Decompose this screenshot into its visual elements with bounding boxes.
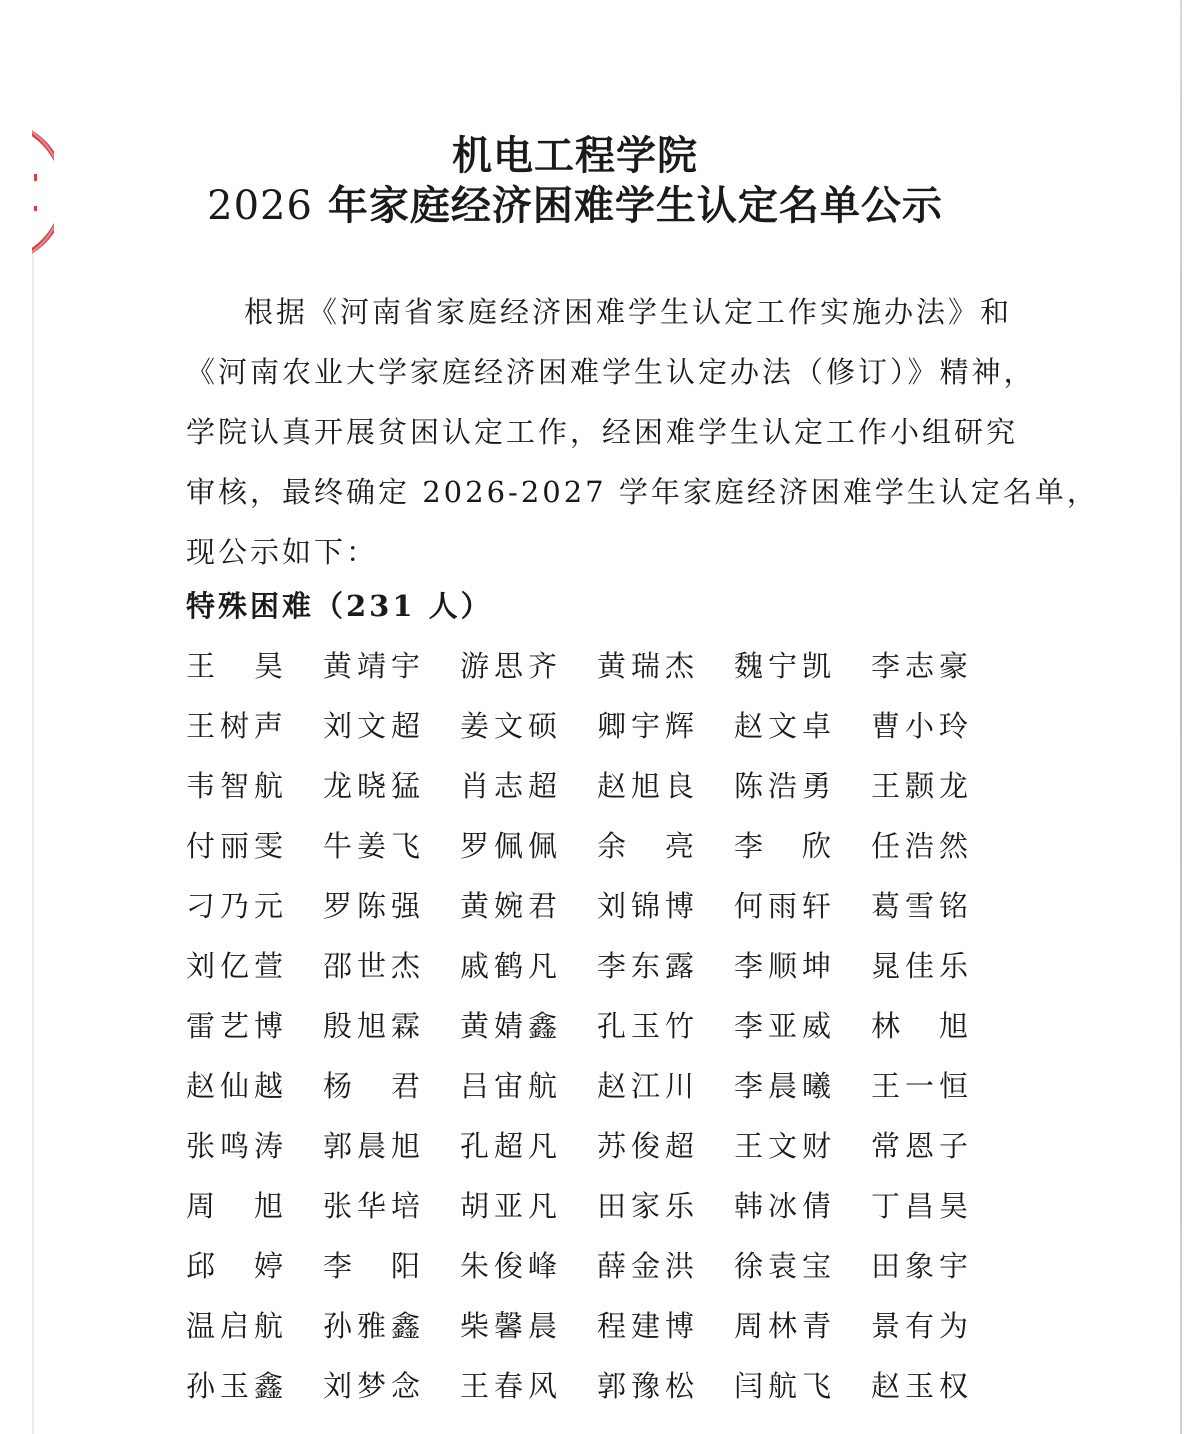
student-name: 孙玉鑫 [186,1369,289,1403]
student-name: 赵江川 [597,1069,700,1103]
student-name: 邱 婷 [186,1249,289,1283]
student-name: 丁昌昊 [871,1189,974,1223]
student-name: 韦智航 [186,769,289,803]
title-text: 年家庭经济困难学生认定名单公示 [312,182,943,229]
student-name: 王一恒 [871,1069,974,1103]
paragraph-line: 《河南农业大学家庭经济困难学生认定办法（修订）》精神， [186,355,1036,389]
student-name: 闫航飞 [734,1369,837,1403]
paragraph-line: 学院认真开展贫困认定工作，经困难学生认定工作小组研究 [186,415,1019,449]
scan-edge [32,250,34,1434]
student-name: 周 旭 [186,1189,289,1223]
student-name: 龙晓猛 [323,769,426,803]
student-name: 雷艺博 [186,1009,289,1043]
student-name: 郭晨旭 [323,1129,426,1163]
student-name: 刘梦念 [323,1369,426,1403]
student-name: 孙雅鑫 [323,1309,426,1343]
student-name: 牛姜飞 [323,829,426,863]
student-name: 余 亮 [597,829,700,863]
section-heading: 特殊困难（231 人） [186,589,493,623]
student-name: 李 阳 [323,1249,426,1283]
student-name: 晁佳乐 [871,949,974,983]
student-name: 罗陈强 [323,889,426,923]
student-name: 郭豫松 [597,1369,700,1403]
student-name: 王文财 [734,1129,837,1163]
student-name: 徐袁宝 [734,1249,837,1283]
student-name: 黄婧鑫 [460,1009,563,1043]
student-name: 刘文超 [323,709,426,743]
student-name: 孔玉竹 [597,1009,700,1043]
student-name: 罗佩佩 [460,829,563,863]
student-name: 李顺坤 [734,949,837,983]
student-name: 田象宇 [871,1249,974,1283]
student-name: 游思齐 [460,649,563,683]
student-name: 田家乐 [597,1189,700,1223]
paragraph-line: 现公示如下： [186,535,379,569]
student-name: 苏俊超 [597,1129,700,1163]
body-paragraph [186,282,1099,582]
student-name: 李志豪 [871,649,974,683]
student-name: 韩冰倩 [734,1189,837,1223]
title-year: 2026 [207,183,313,229]
student-name: 张鸣涛 [186,1129,289,1163]
student-name: 赵文卓 [734,709,837,743]
student-name: 戚鹤凡 [460,949,563,983]
paragraph-line: 审核，最终确定 2026-2027 学年家庭经济困难学生认定名单， [186,475,1099,509]
student-name: 杨 君 [323,1069,426,1103]
student-name: 吕宙航 [460,1069,563,1103]
student-name: 赵旭良 [597,769,700,803]
student-name: 柴馨晨 [460,1309,563,1343]
student-name: 林 旭 [871,1009,974,1043]
student-name: 姜文硕 [460,709,563,743]
student-name: 李晨曦 [734,1069,837,1103]
student-name: 李东露 [597,949,700,983]
student-name: 葛雪铭 [871,889,974,923]
student-name: 付丽雯 [186,829,289,863]
student-name: 李 欣 [734,829,837,863]
student-name: 任浩然 [871,829,974,863]
student-name: 魏宁凯 [734,649,837,683]
student-name: 邵世杰 [323,949,426,983]
student-name: 胡亚凡 [460,1189,563,1223]
student-name: 王 昊 [186,649,289,683]
student-name: 朱俊峰 [460,1249,563,1283]
student-name: 薛金洪 [597,1249,700,1283]
student-name: 黄瑞杰 [597,649,700,683]
student-name: 卿宇辉 [597,709,700,743]
student-name: 殷旭霖 [323,1009,426,1043]
student-name: 刁乃元 [186,889,289,923]
student-name: 程建博 [597,1309,700,1343]
student-name: 李亚威 [734,1009,837,1043]
document-title-line1: 机电工程学院 [452,132,698,179]
student-name: 赵仙越 [186,1069,289,1103]
student-name: 王树声 [186,709,289,743]
student-name: 刘锦博 [597,889,700,923]
student-name: 曹小玲 [871,709,974,743]
student-name: 王春风 [460,1369,563,1403]
student-name: 赵玉权 [871,1369,974,1403]
student-name: 王颢龙 [871,769,974,803]
scan-edge [1180,0,1182,1434]
student-name: 刘亿萱 [186,949,289,983]
student-name: 孔超凡 [460,1129,563,1163]
student-name: 景有为 [871,1309,974,1343]
student-name: 陈浩勇 [734,769,837,803]
student-name: 何雨轩 [734,889,837,923]
student-name: 温启航 [186,1309,289,1343]
student-name: 周林青 [734,1309,837,1343]
paragraph-line: 根据《河南省家庭经济困难学生认定工作实施办法》和 [244,295,1013,329]
student-name: 黄婉君 [460,889,563,923]
name-list [186,642,986,1422]
document-title-line2 [0,174,1150,231]
student-name: 常恩子 [871,1129,974,1163]
student-name: 肖志超 [460,769,563,803]
student-name: 黄靖宇 [323,649,426,683]
student-name: 张华培 [323,1189,426,1223]
